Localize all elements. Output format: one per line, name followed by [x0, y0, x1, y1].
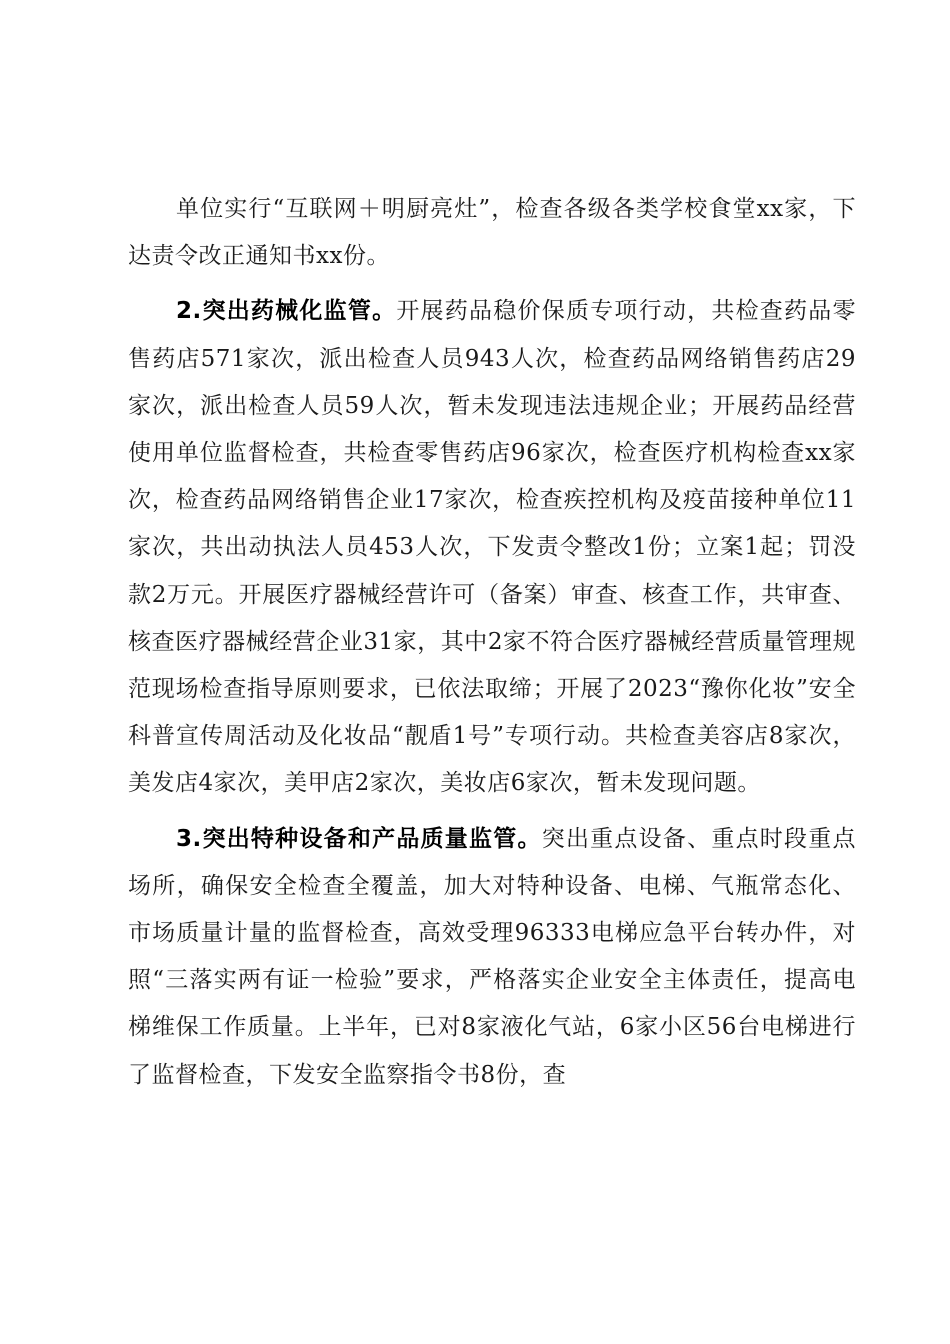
paragraph-heading: 3.突出特种设备和产品质量监管。	[176, 825, 542, 852]
paragraph-drug-device-supervision	[128, 288, 856, 807]
paragraph-gap	[128, 280, 856, 288]
paragraph-heading: 2.突出药械化监管。	[176, 298, 397, 325]
document-body	[128, 186, 856, 1099]
paragraph-text: 开展药品稳价保质专项行动，共检查药品零售药店571家次，派出检查人员943人次，检查药品网络销售药店29家次，派出检查人员59人次，暂未发现违法违规企业；开展药品经营使用单位监督检查，共检查零售药店96家次，检查医疗机构检查xx家次，检查药品网络销售企业17家次，检查疾控机构及疫苗接种单位11家次，共出动执法人员453人次，下发责令整改1份；立案1起；罚没款2万元。开展医疗器械经营许可（备案）审查、核查工作，共审查、核查医疗器械经营企业31家，其中2家不符合医疗器械经营质量管理规范现场检查指导原则要求，已依法取缔；开展了2023“豫你化妆”安全科普宣传周活动及化妆品“靓盾1号”专项行动。共检查美容店8家次，美发店4家次，美甲店2家次，美妆店6家次，暂未发现问题。	[128, 298, 856, 797]
paragraph-text: 单位实行“互联网＋明厨亮灶”，检查各级各类学校食堂xx家，下达责令改正通知书xx份。	[128, 196, 856, 270]
paragraph-text: 突出重点设备、重点时段重点场所，确保安全检查全覆盖，加大对特种设备、电梯、气瓶常态化、市场质量计量的监督检查，高效受理96333电梯应急平台转办件，对照“三落实两有证一检验”要求，严格落实企业安全主体责任，提高电梯维保工作质量。上半年，已对8家液化气站，6家小区56台电梯进行了监督检查，下发安全监察指令书8份，查	[128, 825, 856, 1088]
paragraph-school-canteen	[128, 186, 856, 280]
paragraph-special-equipment-supervision	[128, 816, 856, 1099]
paragraph-gap	[128, 808, 856, 816]
